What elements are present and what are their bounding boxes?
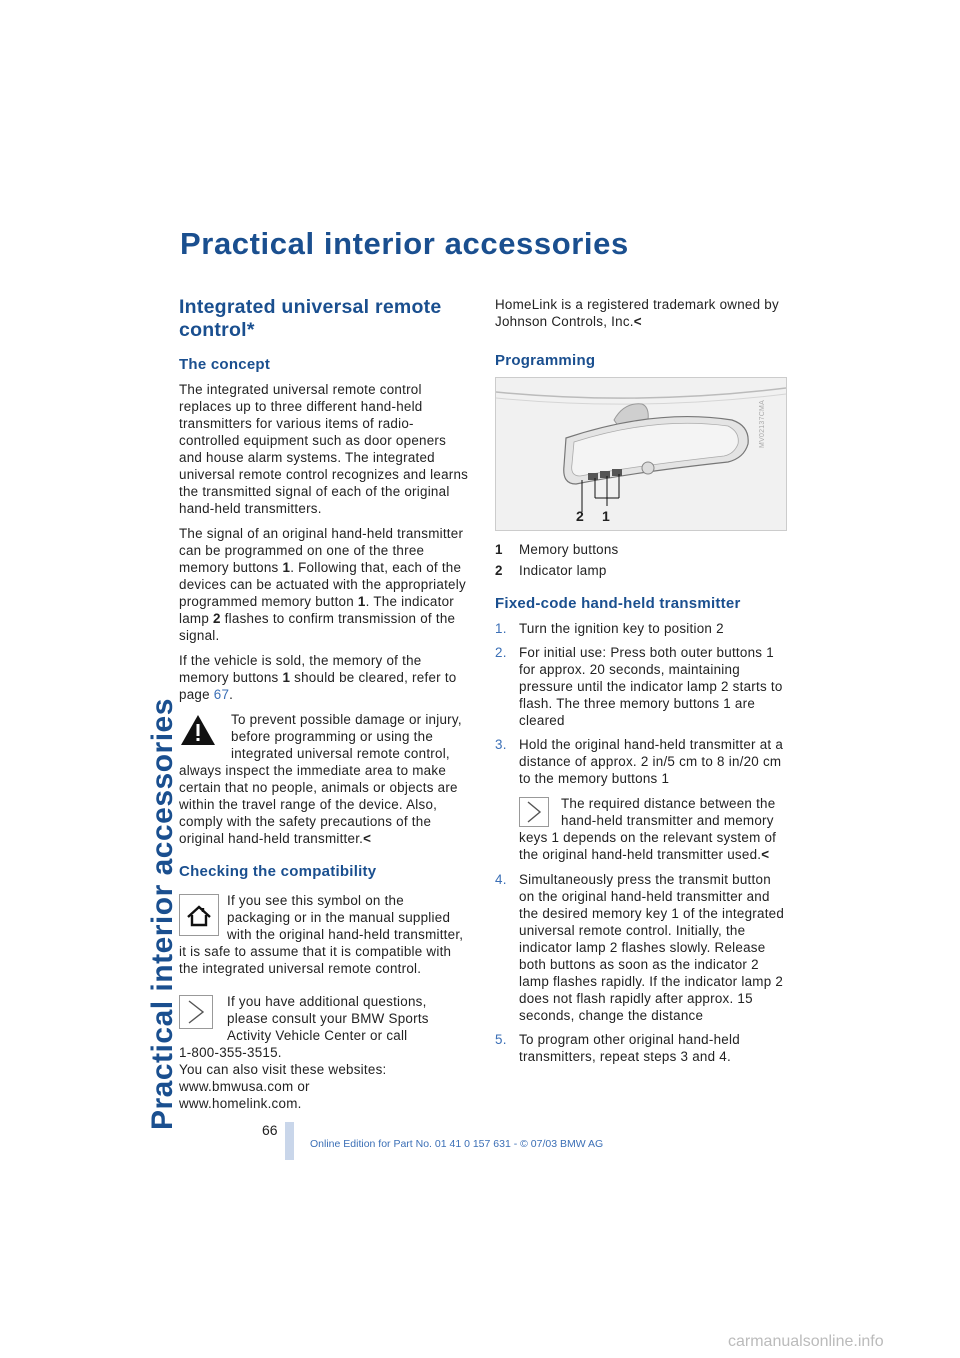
concept-paragraph-2: The signal of an original hand-held transmitter can be programmed on one of the three memory buttons 1. Following that, each of the devices can be actuated with the appropriately programmed memory button 1. The indicator lamp 2 flashes to confirm transmission of the signal. [179,526,466,643]
step-item: 5. To program other original hand-held transmitters, repeat steps 3 and 4. [495,1032,740,1064]
figure-label-1: 1 [602,508,611,524]
programming-steps-continued [495,871,787,1065]
step-item: 3. Hold the original hand-held transmitter at a distance of approx. 2 in/5 cm to 8 in/20 cm to the memory buttons 1 [495,737,784,786]
page-number: 66 [262,1122,278,1138]
step-item: 4. Simultaneously press the transmit button on the original hand-held transmitter and the desired memory key 1 of the integrated universal remote control. Initially, the indicator lamp 2 flashes slowly. Release both buttons as soon as the indicator 2 lamp flashes rapidly. If the indicator lamp 2 does not flash rapidly after approx. 15 seconds, change the distance [495,872,785,1023]
concept-paragraph-1: The integrated universal remote control replaces up to three different hand-held transmitters for various items of radio-controlled equipment such as door openers and house alarm systems. The integrated universal remote control recognizes and learns the transmitted signal of each of the original hand-held transmitters. [179,382,469,516]
legend-item: 2 Indicator lamp [495,563,607,578]
page-link[interactable]: 67 [213,687,230,702]
concept-heading: The concept [179,356,271,373]
fixed-code-heading: Fixed-code hand-held transmitter [495,595,741,612]
watermark: carmanualsonline.info [728,1333,884,1350]
right-column [495,296,787,1073]
step-item: 1. Turn the ignition key to position 2 [495,621,724,636]
section-title: Integrated universal remote control* [179,296,442,341]
footer-edition-note: Online Edition for Part No. 01 41 0 157 631 - © 07/03 BMW AG [310,1138,604,1150]
distance-note: The required distance between the hand-held transmitter and memory keys 1 depends on the relevant system of the original hand-held transmitter used.< [519,796,777,862]
compatibility-heading: Checking the compatibility [179,863,377,880]
house-icon [179,894,219,936]
step-item: 2. For initial use: Press both outer buttons 1 for approx. 20 seconds, maintaining pressure until the indicator lamp 2 starts to flash. The three memory buttons 1 are cleared [495,645,783,728]
page-title: Practical interior accessories [180,226,629,261]
concept-paragraph-3: If the vehicle is sold, the memory of the memory buttons 1 should be cleared, refer to page 67. [179,653,457,702]
footer-bar [285,1122,294,1160]
trademark-note: HomeLink is a registered trademark owned by Johnson Controls, Inc.< [495,297,779,329]
info-note: If you have additional questions, please consult your BMW Sports Activity Vehicle Center or call 1-800-355-3515. You can also visit these websites: www.bmwusa.com or www.homelink.com. [179,994,429,1111]
rearview-mirror-illustration [496,378,786,530]
legend-item: 1 Memory buttons [495,542,619,557]
info-arrow-icon [519,797,549,827]
warning-icon [179,713,217,749]
programming-steps [495,620,787,787]
figure-label-2: 2 [576,508,585,524]
compatibility-note: If you see this symbol on the packaging or in the manual supplied with the original hand-held transmitter, it is safe to assume that it is compatible with the integrated universal remote control. [179,893,464,976]
warning-note: To prevent possible damage or injury, before programming or using the integrated universal remote control, always inspect the immediate area to make certain that no people, animals or objects are within the travel range of the device. Also, comply with the safety precautions of the original hand-held transmitter.< [179,712,462,846]
sidebar-chapter-title: Practical interior accessories [146,698,179,1130]
left-column [179,296,471,1120]
figure-legend [495,541,787,579]
info-arrow-icon [179,995,213,1029]
figure-code: MV02137CMA [759,399,766,448]
programming-heading: Programming [495,352,596,369]
mirror-figure [495,377,787,531]
